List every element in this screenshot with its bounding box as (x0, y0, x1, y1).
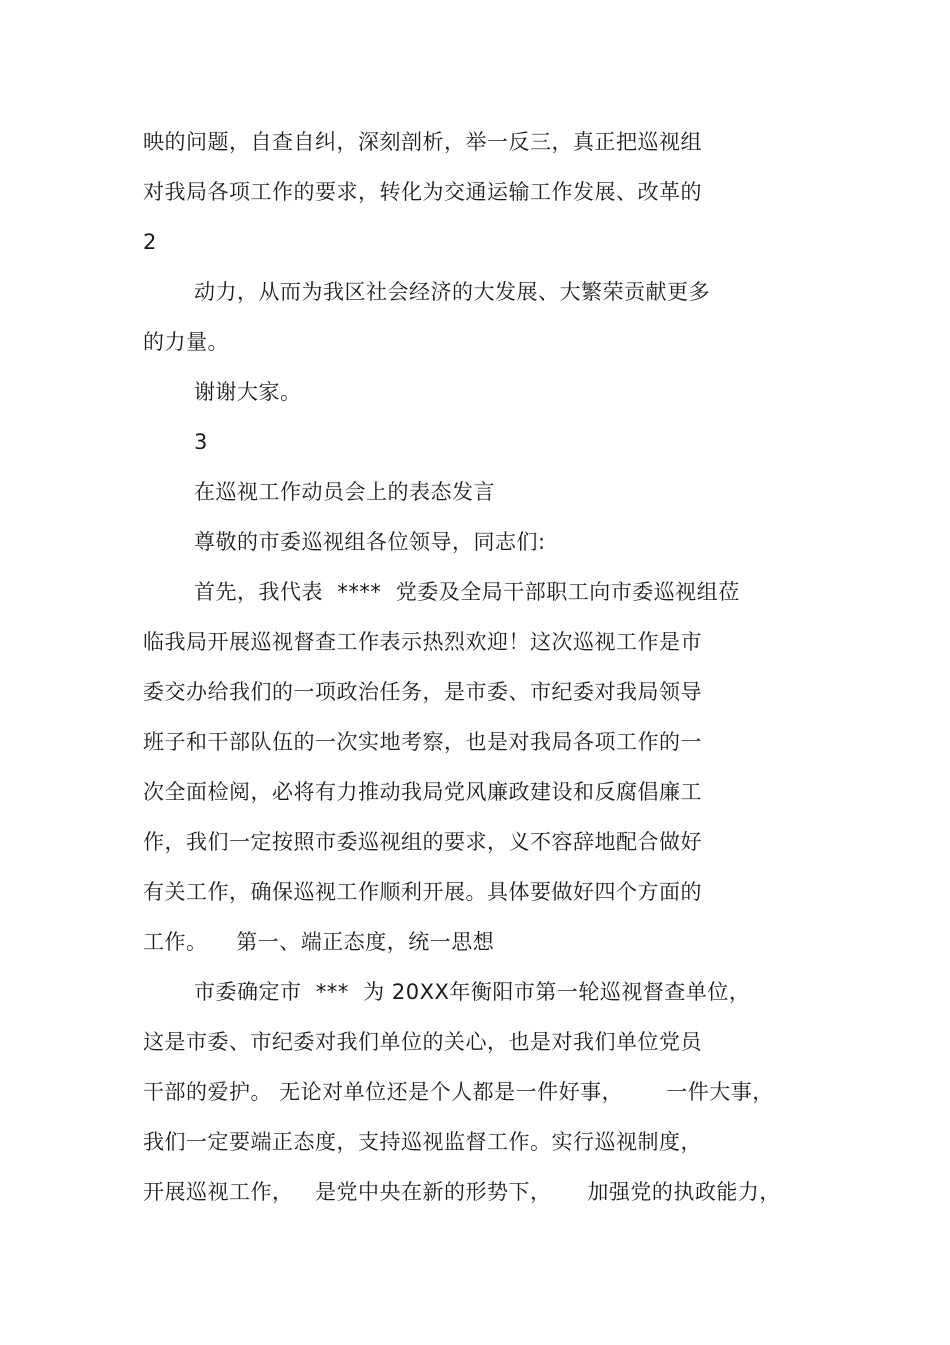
text-line: 市委确定市 *** 为 20XX年衡阳市第一轮巡视督查单位， (194, 980, 751, 1004)
page-number: 2 (143, 230, 157, 254)
text-line: 首先，我代表 **** 党委及全局干部职工向市委巡视组莅 (194, 580, 740, 604)
text-line: 这是市委、市纪委对我们单位的关心，也是对我们单位党员 (143, 1030, 702, 1054)
text-line: 谢谢大家。 (194, 380, 302, 404)
text-line: 映的问题，自查自纠，深刻剖析，举一反三，真正把巡视组 (143, 130, 702, 154)
text-line: 临我局开展巡视督查工作表示热烈欢迎！这次巡视工作是市 (143, 630, 702, 654)
text-line: 对我局各项工作的要求，转化为交通运输工作发展、改革的 (143, 180, 702, 204)
text-line: 次全面检阅，必将有力推动我局党风廉政建设和反腐倡廉工 (143, 780, 702, 804)
text-line: 委交办给我们的一项政治任务，是市委、市纪委对我局领导 (143, 680, 702, 704)
text-line: 班子和干部队伍的一次实地考察，也是对我局各项工作的一 (143, 730, 702, 754)
text-line: 有关工作，确保巡视工作顺利开展。具体要做好四个方面的 (143, 880, 702, 904)
salutation: 尊敬的市委巡视组各位领导，同志们: (194, 530, 546, 554)
page-number: 3 (194, 430, 208, 454)
section-title: 在巡视工作动员会上的表态发言 (194, 480, 495, 504)
text-line: 我们一定要端正态度，支持巡视监督工作。实行巡视制度， (143, 1130, 702, 1154)
text-line: 工作。 第一、端正态度，统一思想 (143, 930, 495, 954)
text-line: 开展巡视工作， 是党中央在新的形势下， 加强党的执政能力， (143, 1180, 781, 1204)
text-line: 作，我们一定按照市委巡视组的要求，义不容辞地配合做好 (143, 830, 702, 854)
text-line: 干部的爱护。 无论对单位还是个人都是一件好事， 一件大事， (143, 1080, 774, 1104)
text-line: 动力，从而为我区社会经济的大发展、大繁荣贡献更多 (194, 280, 710, 304)
text-line: 的力量。 (143, 330, 229, 354)
